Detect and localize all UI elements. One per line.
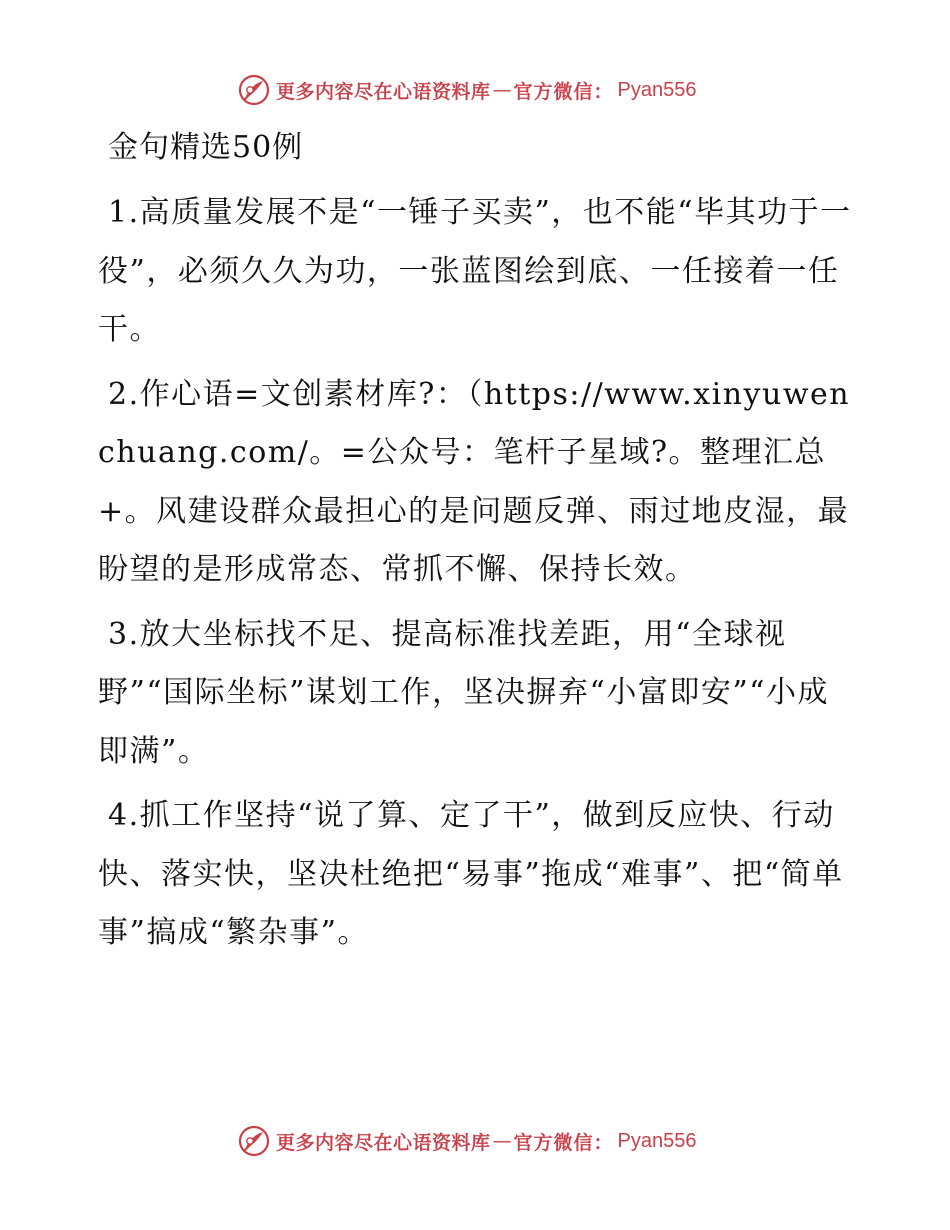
header-watermark: [238, 72, 697, 108]
watermark-dash: —: [492, 79, 512, 101]
watermark-official: 官方微信：: [513, 1131, 614, 1154]
footer-watermark: [238, 1123, 697, 1159]
watermark-wechat-id: Pyan556: [617, 78, 697, 101]
document-body: [98, 124, 858, 969]
watermark-text: 更多内容尽在心语资料库: [276, 1131, 491, 1154]
document-title: 金句精选50例: [108, 130, 304, 165]
paragraph-3: 3.放大坐标找不足、提高标准找差距，用“全球视野”“国际坐标”谋划工作，坚决摒弃“小富即安”“小成即满”。: [98, 616, 830, 769]
watermark-wechat-id: Pyan556: [617, 1129, 697, 1152]
pen-logo-icon: [238, 74, 270, 106]
paragraph-2: 2.作心语=文创素材库?：（https://www.xinyuwenchuang.com/。=公众号：笔杆子星域?。整理汇总+。风建设群众最担心的是问题反弹、雨过地皮湿，最盼望的是形成常态、常抓不懈、保持长效。: [98, 376, 851, 587]
watermark-dash: —: [492, 1130, 512, 1152]
watermark-text: 更多内容尽在心语资料库: [276, 80, 491, 103]
paragraph-4: 4.抓工作坚持“说了算、定了干”，做到反应快、行动快、落实快，坚决杜绝把“易事”拖成“难事”、把“简单事”搞成“繁杂事”。: [98, 798, 844, 950]
watermark-official: 官方微信：: [513, 80, 614, 103]
paragraph-1: 1.高质量发展不是“一锤子买卖”，也不能“毕其功于一役”，必须久久为功，一张蓝图绘到底、一任接着一任干。: [98, 195, 852, 347]
pen-logo-icon: [238, 1125, 270, 1157]
